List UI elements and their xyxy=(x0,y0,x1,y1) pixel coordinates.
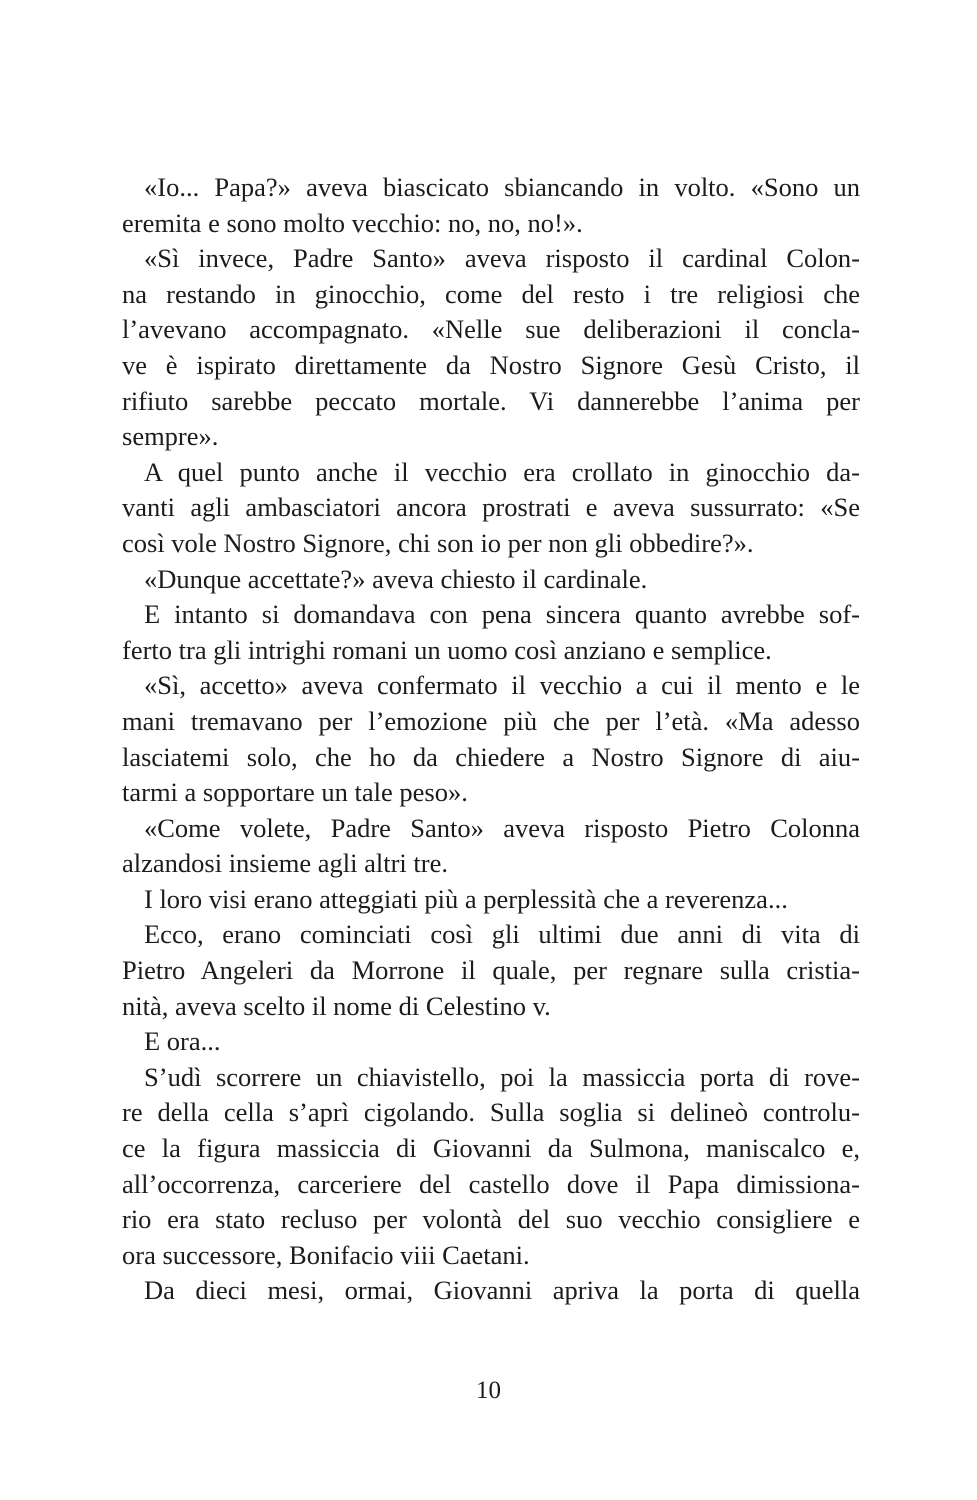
text-line: lasciatemi solo, che ho da chiedere a Nostro Signore di aiu- xyxy=(122,741,860,772)
paragraph xyxy=(122,1024,860,1060)
text-line: «Dunque accettate?» aveva chiesto il cardinale. xyxy=(144,563,648,594)
paragraph xyxy=(122,170,860,241)
text-line: vanti agli ambasciatori ancora prostrati e aveva sussurrato: «Se xyxy=(122,492,860,523)
text-line: Pietro Angeleri da Morrone il quale, per regnare sulla cristia- xyxy=(122,955,860,986)
text-line: E intanto si domandava con pena sincera quanto avrebbe sof- xyxy=(144,599,860,630)
text-line: I loro visi erano atteggiati più a perplessità che a reverenza... xyxy=(144,883,788,914)
paragraph xyxy=(122,1273,860,1309)
text-line: «Sì, accetto» aveva confermato il vecchio a cui il mento e le xyxy=(144,670,860,701)
text-line: ferto tra gli intrighi romani un uomo così anziano e semplice. xyxy=(122,634,772,665)
text-line: A quel punto anche il vecchio era crollato in ginocchio da- xyxy=(144,456,860,487)
text-line: nità, aveva scelto il nome di Celestino v. xyxy=(122,990,551,1021)
text-line: Da dieci mesi, ormai, Giovanni apriva la porta di quella xyxy=(144,1275,860,1306)
paragraph xyxy=(122,241,860,455)
text-line: re della cella s’aprì cigolando. Sulla soglia si delineò controlu- xyxy=(122,1097,860,1128)
text-line: «Sì invece, Padre Santo» aveva risposto il cardinal Colon- xyxy=(144,243,860,274)
paragraph xyxy=(122,668,860,810)
text-line: ce la figura massiccia di Giovanni da Sulmona, maniscalco e, xyxy=(122,1133,860,1164)
paragraph xyxy=(122,811,860,882)
text-line: rifiuto sarebbe peccato mortale. Vi dannerebbe l’anima per xyxy=(122,385,860,416)
text-line: S’udì scorrere un chiavistello, poi la massiccia porta di rove- xyxy=(144,1061,860,1092)
paragraph xyxy=(122,597,860,668)
text-line: na restando in ginocchio, come del resto i tre religiosi che xyxy=(122,278,860,309)
text-line: l’avevano accompagnato. «Nelle sue deliberazioni il concla- xyxy=(122,314,860,345)
text-line: ve è ispirato direttamente da Nostro Signore Gesù Cristo, il xyxy=(122,349,860,380)
text-line: alzandosi insieme agli altri tre. xyxy=(122,848,448,879)
paragraph xyxy=(122,562,860,598)
paragraph xyxy=(122,455,860,562)
paragraph xyxy=(122,917,860,1024)
text-line: sempre». xyxy=(122,421,219,452)
paragraph xyxy=(122,1060,860,1274)
text-line: mani tremavano per l’emozione più che per l’età. «Ma adesso xyxy=(122,705,860,736)
text-line: così vole Nostro Signore, chi son io per non gli obbedire?». xyxy=(122,527,754,558)
book-page-body xyxy=(122,170,860,1309)
text-line: «Come volete, Padre Santo» aveva risposto Pietro Colonna xyxy=(144,812,860,843)
text-line: rio era stato recluso per volontà del suo vecchio consigliere e xyxy=(122,1204,860,1235)
text-line: E ora... xyxy=(144,1026,221,1057)
page-number: 10 xyxy=(476,1377,501,1404)
text-line: eremita e sono molto vecchio: no, no, no!». xyxy=(122,207,583,238)
paragraph xyxy=(122,882,860,918)
text-line: all’occorrenza, carceriere del castello dove il Papa dimissiona- xyxy=(122,1168,860,1199)
text-line: ora successore, Bonifacio viii Caetani. xyxy=(122,1239,530,1270)
text-line: Ecco, erano cominciati così gli ultimi due anni di vita di xyxy=(144,919,860,950)
text-line: «Io... Papa?» aveva biascicato sbiancando in volto. «Sono un xyxy=(144,172,860,202)
text-line: tarmi a sopportare un tale peso». xyxy=(122,777,468,808)
